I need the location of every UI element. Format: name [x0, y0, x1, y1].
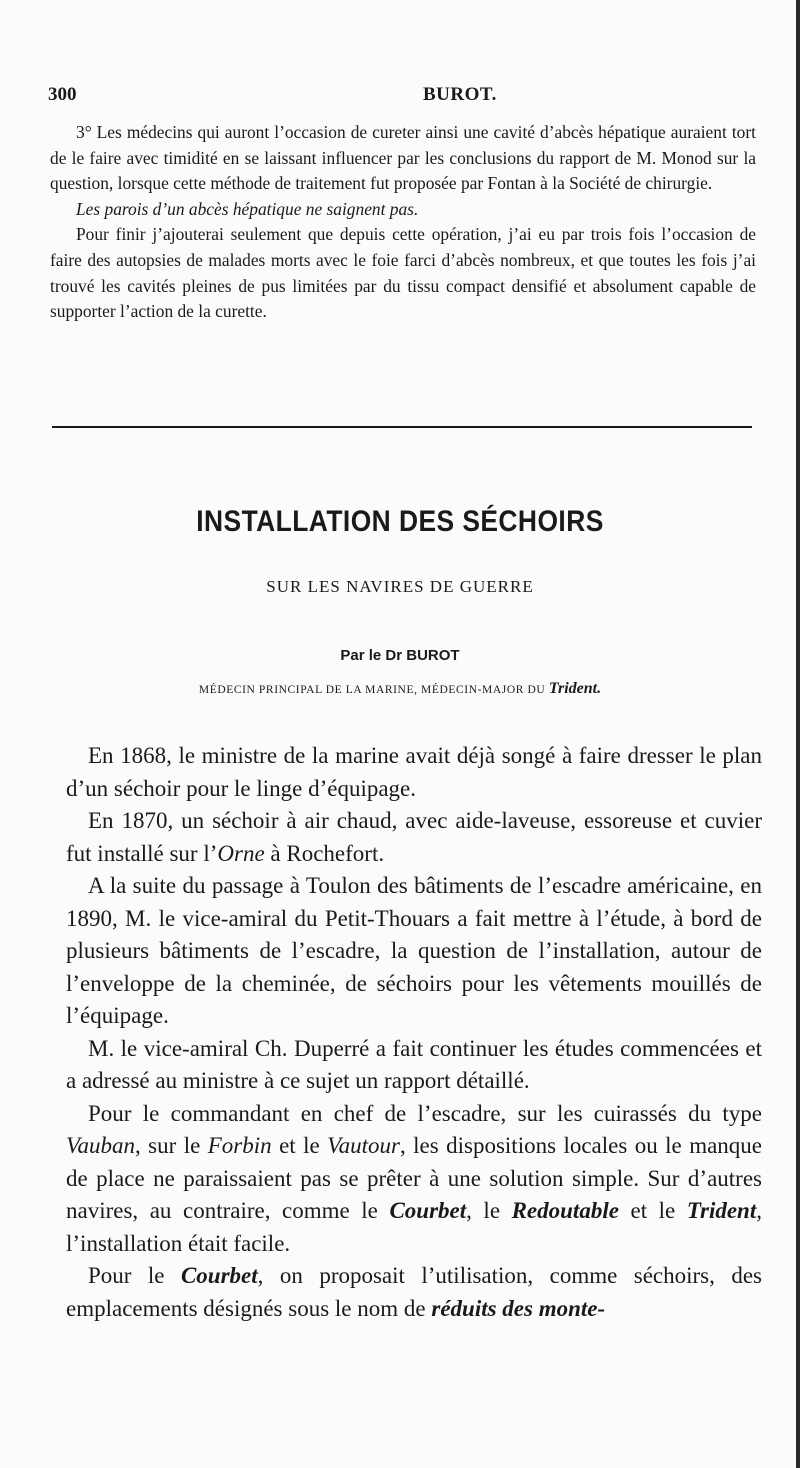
- affiliation: [0, 680, 800, 698]
- text: et le: [618, 1198, 687, 1223]
- italic-paragraph: Les parois d’un abcès hépatique ne saignent pas.: [76, 198, 419, 219]
- running-head: BUROT.: [423, 84, 497, 105]
- affiliation-text: MÉDECIN PRINCIPAL DE LA MARINE, MÉDECIN-MAJOR DU: [198, 684, 546, 696]
- text: et le: [271, 1133, 328, 1158]
- paragraph: [66, 1260, 762, 1325]
- text: , les dispositions locales ou le manque de place ne paraissaient pas se prêter à une solution simple. Sur d’autres navires, au contraire, comme le: [66, 1133, 762, 1223]
- text: à Rochefort.: [264, 840, 385, 866]
- article-body: [66, 740, 762, 1325]
- text: , le: [466, 1198, 512, 1223]
- section-rule: [52, 426, 752, 428]
- paragraph: M. le vice-amiral Ch. Duperré a fait continuer les études commencées et a adressé au ministre à ce sujet un rapport détaillé.: [66, 1035, 762, 1093]
- running-header: [48, 84, 748, 110]
- article-title: INSTALLATION DES SÉCHOIRS: [196, 505, 604, 538]
- article-subtitle: SUR LES NAVIRES DE GUERRE: [266, 577, 534, 596]
- previous-article-end: [50, 120, 756, 325]
- paragraph: 3° Les médecins qui auront l’occasion de cureter ainsi une cavité d’abcès hépatique auraient tort de le faire avec timidité en se laissant influencer par les conclusions du rapport de M. Monod sur la question, lorsque cette méthode de traitement fut proposée par Fontan à la Société de chirurgie.: [50, 122, 756, 194]
- ship-name: Courbet: [180, 1263, 258, 1288]
- paragraph: Pour finir j’ajouterai seulement que depuis cette opération, j’ai eu par trois fois l’occasion de faire des autopsies de malades morts avec le foie farci d’abcès nombreux, et que toutes les fois j’ai trouvé les cavités pleines de pus limitées par du tissu compact densifié et absolument capable de supporter l’action de la curette.: [50, 224, 756, 322]
- ship-name: Trident.: [548, 680, 602, 697]
- paragraph: En 1868, le ministre de la marine avait déjà songé à faire dresser le plan d’un séchoir pour le linge d’équipage.: [66, 743, 762, 801]
- ship-name: Trident: [686, 1198, 757, 1223]
- ship-name: Forbin: [207, 1133, 272, 1158]
- text: En 1870, un séchoir à air chaud, avec aide-laveuse, essoreuse et cuvier fut installé sur l’: [66, 808, 762, 866]
- text: , on proposait l’utilisation, comme séchoirs, des emplacements désignés sous le nom de: [66, 1263, 762, 1321]
- ship-name: Orne: [217, 840, 265, 866]
- text: , l’installation était facile.: [66, 1198, 762, 1256]
- text: Pour le: [88, 1263, 181, 1288]
- paragraph: [66, 1098, 762, 1261]
- emphasis: réduits des monte-: [431, 1295, 606, 1321]
- ship-name: Courbet: [389, 1198, 467, 1223]
- ship-name: Vautour: [327, 1133, 400, 1158]
- scan-edge: [796, 0, 800, 1468]
- page-number: 300: [48, 84, 77, 105]
- paragraph: A la suite du passage à Toulon des bâtiments de l’escadre américaine, en 1890, M. le vice-amiral du Petit-Thouars a fait mettre à l’étude, à bord de plusieurs bâtiments de l’escadre, la question de l’installation, autour de l’enveloppe de la cheminée, de séchoirs pour les vêtements mouillés de l’équipage.: [66, 873, 762, 1028]
- byline: Par le Dr BUROT: [340, 647, 460, 664]
- text: , sur le: [135, 1133, 208, 1158]
- paragraph: [66, 805, 762, 870]
- ship-name: Redoutable: [511, 1198, 619, 1223]
- text: Pour le commandant en chef de l’escadre, sur les cuirassés du type: [88, 1100, 762, 1126]
- ship-name: Vauban: [66, 1133, 135, 1158]
